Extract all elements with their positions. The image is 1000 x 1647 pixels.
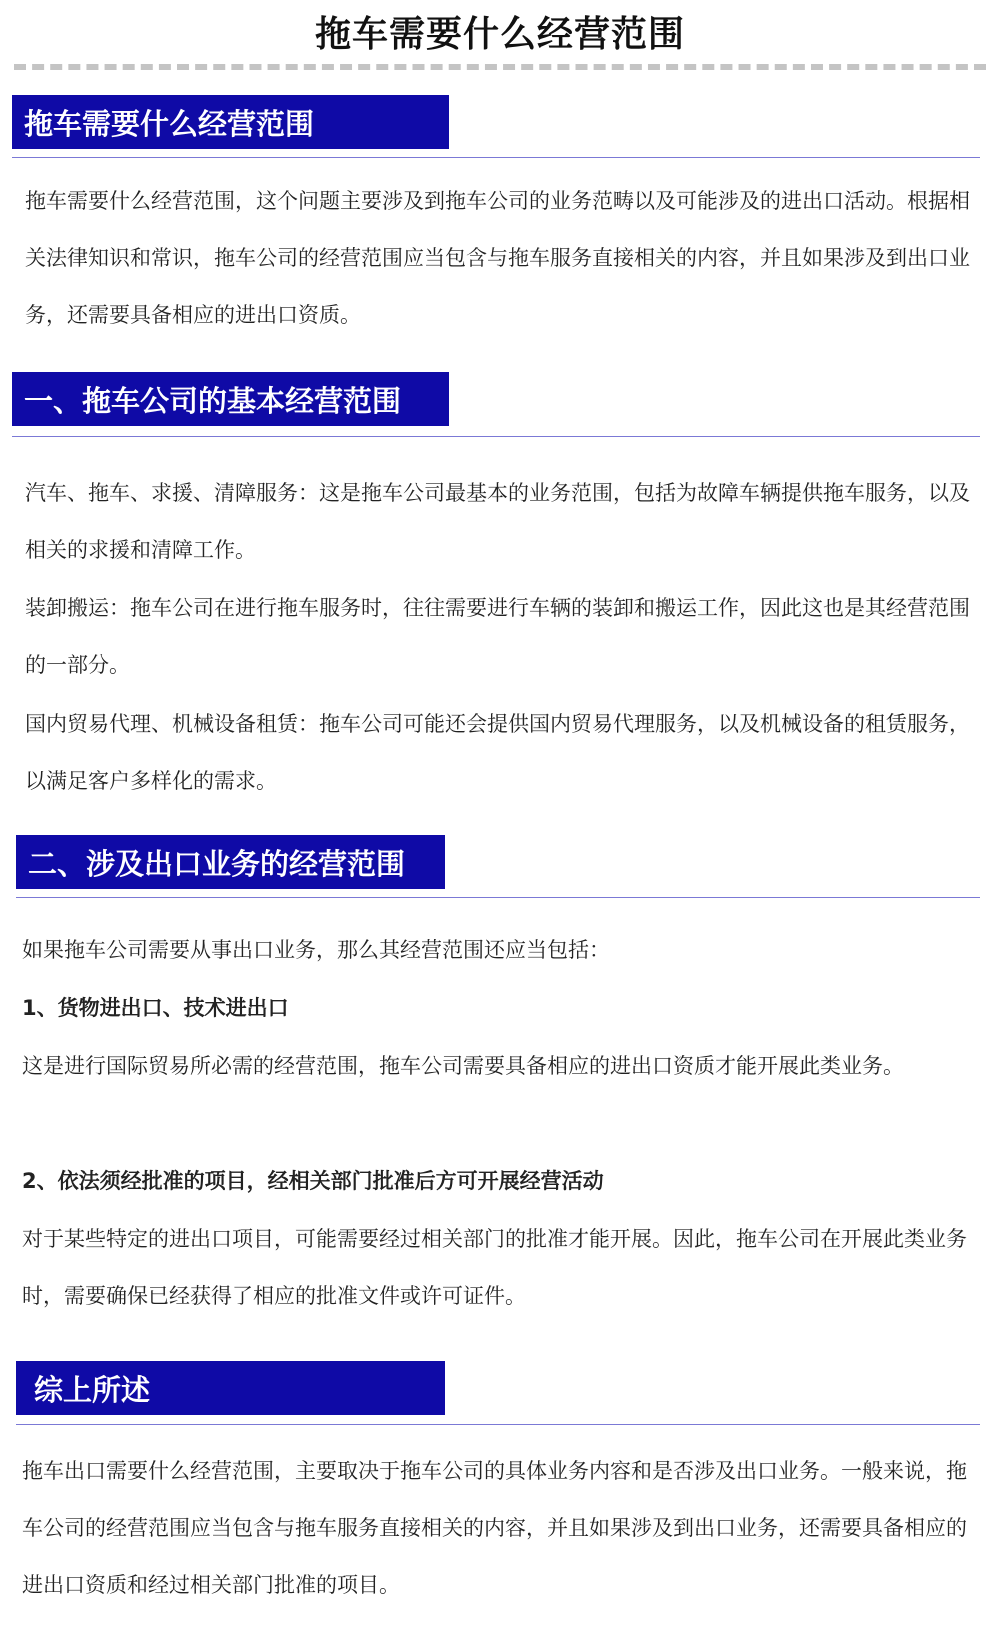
section-rule bbox=[12, 157, 980, 158]
paragraph: 拖车需要什么经营范围，这个问题主要涉及到拖车公司的业务范畴以及可能涉及的进出口活动。根据相关法律知识和常识，拖车公司的经营范围应当包含与拖车服务直接相关的内容，并且如果涉及到出口业务，还需要具备相应的进出口资质。 bbox=[25, 189, 970, 327]
section-rule bbox=[12, 436, 980, 437]
dashed-divider bbox=[14, 64, 986, 70]
section-rule bbox=[16, 897, 980, 898]
paragraph: 国内贸易代理、机械设备租赁：拖车公司可能还会提供国内贸易代理服务，以及机械设备的租赁服务，以满足客户多样化的需求。 bbox=[25, 712, 970, 793]
page-title: 拖车需要什么经营范围 bbox=[314, 13, 685, 55]
section-rule bbox=[16, 1424, 980, 1425]
list-item-title: 1、货物进出口、技术进出口 bbox=[22, 996, 289, 1020]
section-heading-export-scope: 二、涉及出口业务的经营范围 bbox=[16, 835, 445, 889]
paragraph: 这是进行国际贸易所必需的经营范围，拖车公司需要具备相应的进出口资质才能开展此类业务。 bbox=[22, 1054, 904, 1078]
paragraph: 拖车出口需要什么经营范围，主要取决于拖车公司的具体业务内容和是否涉及出口业务。一般来说，拖车公司的经营范围应当包含与拖车服务直接相关的内容，并且如果涉及到出口业务，还需要具备相应的进出口资质和经过相关部门批准的项目。 bbox=[22, 1459, 967, 1597]
paragraph: 对于某些特定的进出口项目，可能需要经过相关部门的批准才能开展。因此，拖车公司在开展此类业务时，需要确保已经获得了相应的批准文件或许可证件。 bbox=[22, 1227, 967, 1308]
section-heading-basic-scope: 一、拖车公司的基本经营范围 bbox=[12, 372, 449, 426]
paragraph: 装卸搬运：拖车公司在进行拖车服务时，往往需要进行车辆的装卸和搬运工作，因此这也是其经营范围的一部分。 bbox=[25, 596, 970, 677]
section-heading-summary: 综上所述 bbox=[16, 1361, 445, 1415]
paragraph: 汽车、拖车、求援、清障服务：这是拖车公司最基本的业务范围，包括为故障车辆提供拖车服务，以及相关的求援和清障工作。 bbox=[25, 481, 970, 562]
list-item-title: 2、依法须经批准的项目，经相关部门批准后方可开展经营活动 bbox=[22, 1169, 604, 1193]
section-heading-intro: 拖车需要什么经营范围 bbox=[12, 95, 449, 149]
paragraph: 如果拖车公司需要从事出口业务，那么其经营范围还应当包括： bbox=[22, 938, 610, 962]
